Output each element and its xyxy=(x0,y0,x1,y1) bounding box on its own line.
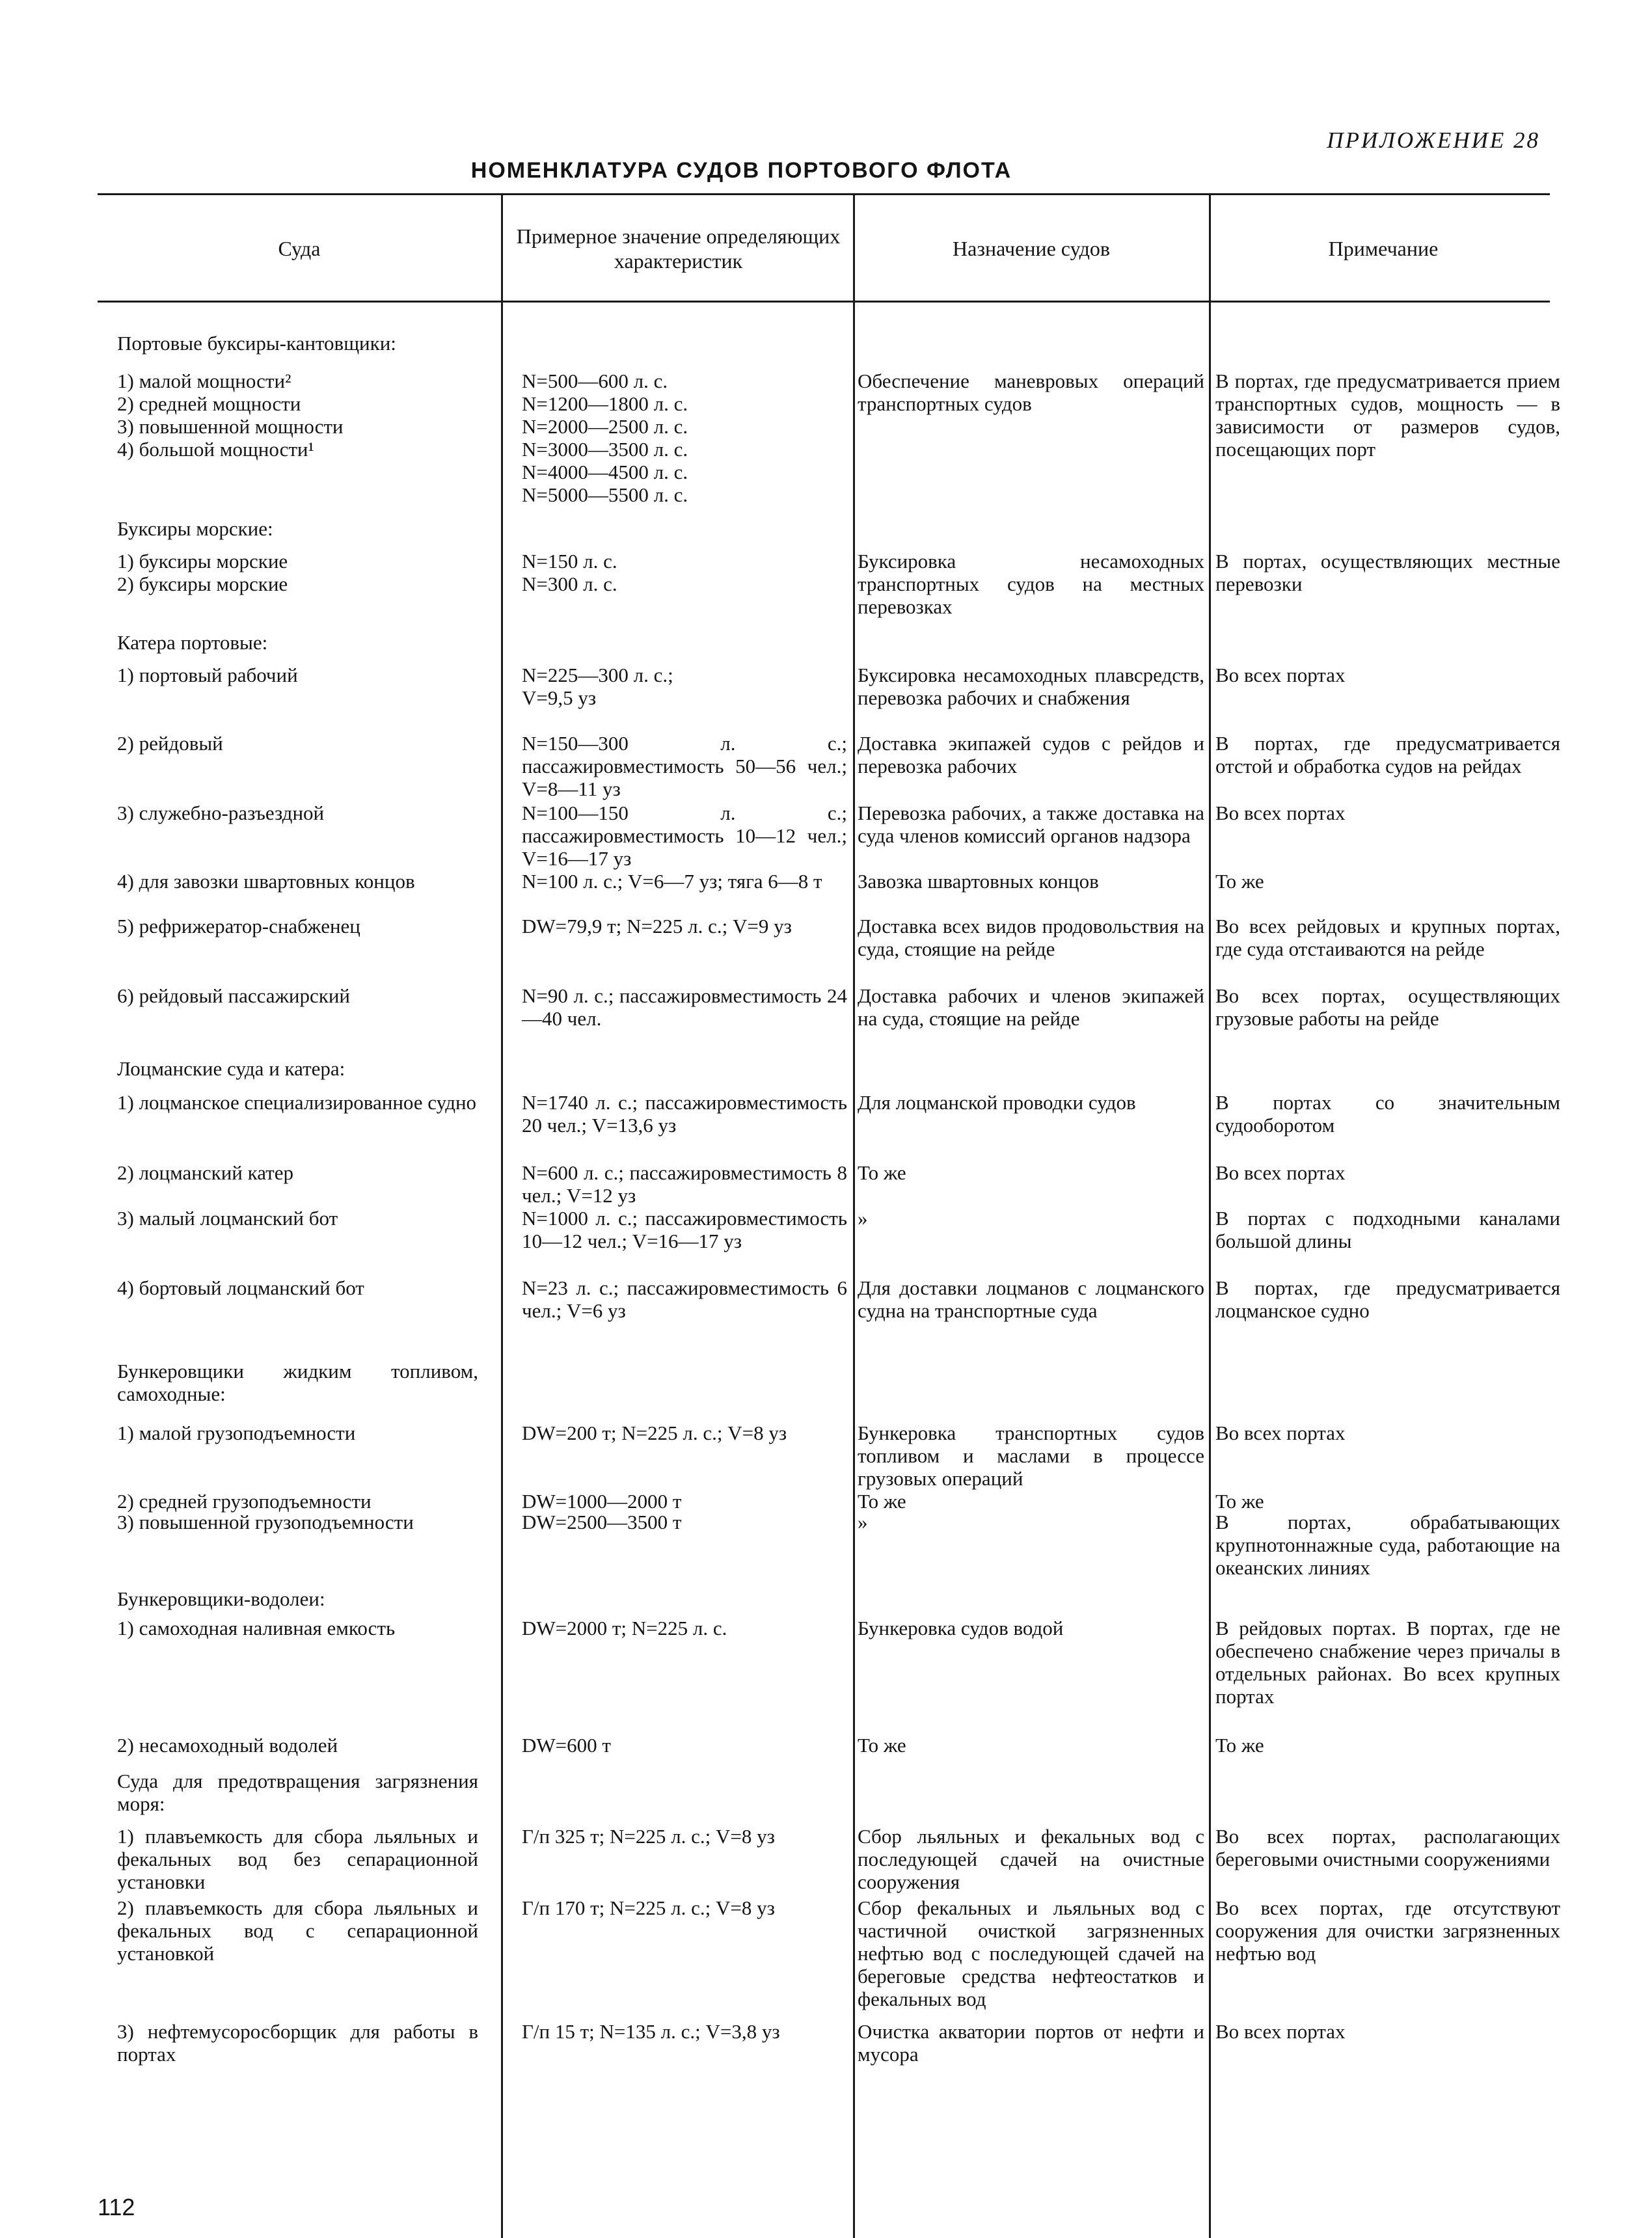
cell-purpose: Перевозка рабочих, а также доставка на суда членов комиссий органов надзора xyxy=(858,802,1204,847)
cell-purpose: Очистка акватории портов от нефти и мусора xyxy=(858,2020,1204,2066)
cell-purpose: Сбор льяльных и фекальных вод с последующей сдачей на очистные сооружения xyxy=(858,1825,1204,1893)
cell-ship-type: 1) малой грузоподъемности xyxy=(117,1422,356,1444)
cell-ship-type: 4) для завозки швартовных концов xyxy=(117,870,415,893)
cell-characteristics: DW=200 т; N=225 л. с.; V=8 уз xyxy=(522,1422,787,1444)
table-header-rule xyxy=(98,301,1550,303)
appendix-label: ПРИЛОЖЕНИЕ 28 xyxy=(1327,128,1540,153)
group-heading: Портовые буксиры-кантовщики: xyxy=(117,332,396,355)
cell-note: В портах, где предусматривается прием транспортных судов, мощность — в зависимости от размеров судов, посещающих порт xyxy=(1215,370,1560,461)
cell-ship-type: 3) служебно-разъездной xyxy=(117,802,325,824)
column-divider xyxy=(853,195,855,2238)
cell-ship-type: 2) рейдовый xyxy=(117,732,223,755)
cell-purpose: Обеспечение маневровых операций транспортных судов xyxy=(858,370,1204,415)
cell-purpose: То же xyxy=(858,1490,906,1513)
cell-characteristics: DW=79,9 т; N=225 л. с.; V=9 уз xyxy=(522,915,792,937)
cell-ship-type: 4) бортовый лоцманский бот xyxy=(117,1276,364,1299)
group-heading: Буксиры морские: xyxy=(117,517,273,540)
cell-note: В портах, где предусматривается лоцманское судно xyxy=(1215,1276,1560,1322)
cell-note: То же xyxy=(1215,1490,1264,1513)
cell-ship-type: 1) портовый рабочий xyxy=(117,664,298,686)
cell-ship-type: 2) плавъемкость для сбора льяльных и фекальных вод с сепарационной установкой xyxy=(117,1896,478,1965)
cell-purpose: Для лоцманской проводки судов xyxy=(858,1091,1136,1114)
cell-ship-type: 1) буксиры морские 2) буксиры морские xyxy=(117,550,288,595)
cell-characteristics: N=90 л. с.; пассажировместимость 24—40 чел. xyxy=(522,984,847,1030)
cell-characteristics: N=100—150 л. с.; пассажировместимость 10—12 чел.; V=16—17 уз xyxy=(522,802,847,870)
cell-characteristics: N=150—300 л. с.; пассажировместимость 50—56 чел.; V=8—11 уз xyxy=(522,732,847,800)
column-header-notes: Примечание xyxy=(1328,236,1439,260)
cell-purpose: Буксировка несамоходных плавсредств, перевозка рабочих и снабжения xyxy=(858,664,1204,709)
cell-note: Во всех портах, где отсутствуют сооружения для очистки загрязненных нефтью вод xyxy=(1215,1896,1560,1965)
cell-ship-type: 3) нефтемусоросборщик для работы в портах xyxy=(117,2020,478,2066)
column-header-purpose: Назначение судов xyxy=(953,236,1110,260)
cell-characteristics: N=600 л. с.; пассажировместимость 8 чел.; V=12 уз xyxy=(522,1161,847,1207)
cell-note: Во всех портах xyxy=(1215,664,1346,686)
cell-purpose: Доставка рабочих и членов экипажей на суда, стоящие на рейде xyxy=(858,984,1204,1030)
cell-characteristics: N=150 л. с. N=300 л. с. xyxy=(522,550,617,595)
cell-note: Во всех портах xyxy=(1215,1161,1346,1184)
cell-note: Во всех портах, осуществляющих грузовые работы на рейде xyxy=(1215,984,1560,1030)
cell-note: В рейдовых портах. В портах, где не обеспечено снабжение через причалы в отдельных районах. Во всех крупных портах xyxy=(1215,1617,1560,1708)
cell-ship-type: 2) лоцманский катер xyxy=(117,1161,293,1184)
cell-characteristics: N=225—300 л. с.; V=9,5 уз xyxy=(522,664,673,709)
cell-characteristics: Г/п 15 т; N=135 л. с.; V=3,8 уз xyxy=(522,2020,780,2043)
cell-ship-type: 1) плавъемкость для сбора льяльных и фекальных вод без сепарационной установки xyxy=(117,1825,478,1893)
cell-note: Во всех портах, располагающих береговыми очистными сооружениями xyxy=(1215,1825,1560,1870)
cell-ship-type: 2) средней грузоподъемности xyxy=(117,1490,372,1513)
cell-purpose: То же xyxy=(858,1161,906,1184)
cell-characteristics: DW=2000 т; N=225 л. с. xyxy=(522,1617,727,1639)
cell-purpose: » xyxy=(858,1207,868,1230)
cell-note: Во всех портах xyxy=(1215,802,1346,824)
cell-purpose: Доставка экипажей судов с рейдов и перевозка рабочих xyxy=(858,732,1204,777)
group-heading: Бункеровщики жидким топливом, самоходные: xyxy=(117,1360,478,1405)
cell-note: Во всех портах xyxy=(1215,2020,1346,2043)
cell-ship-type: 3) повышенной грузоподъемности xyxy=(117,1511,414,1533)
table-top-rule xyxy=(98,193,1550,195)
cell-note: Во всех рейдовых и крупных портах, где суда отстаиваются на рейде xyxy=(1215,915,1560,960)
cell-ship-type: 1) лоцманское специализированное судно xyxy=(117,1091,477,1114)
group-heading: Суда для предотвращения загрязнения моря: xyxy=(117,1770,478,1815)
cell-note: Во всех портах xyxy=(1215,1422,1346,1444)
cell-purpose: » xyxy=(858,1511,868,1533)
cell-purpose: Сбор фекальных и льяльных вод с частичной очисткой загрязненных нефтью вод с последующей сдачей на береговые средства нефтеостатков и фекальных вод xyxy=(858,1896,1204,2010)
cell-note: В портах с подходными каналами большой длины xyxy=(1215,1207,1560,1252)
cell-note: В портах, обрабатывающих крупнотоннажные суда, работающие на океанских линиях xyxy=(1215,1511,1560,1579)
cell-ship-type: 6) рейдовый пассажирский xyxy=(117,984,351,1007)
cell-purpose: Бункеровка транспортных судов топливом и маслами в процессе грузовых операций xyxy=(858,1422,1204,1490)
column-divider xyxy=(501,195,503,2238)
page-number: 112 xyxy=(98,2194,135,2220)
cell-note: В портах со значительным судооборотом xyxy=(1215,1091,1560,1137)
cell-characteristics: N=23 л. с.; пассажировместимость 6 чел.; V=6 уз xyxy=(522,1276,847,1322)
cell-purpose: Завозка швартовных концов xyxy=(858,870,1099,893)
cell-ship-type: 1) самоходная наливная емкость xyxy=(117,1617,396,1639)
column-header-ships: Суда xyxy=(278,236,321,260)
cell-note: То же xyxy=(1215,1734,1264,1757)
cell-purpose: Для доставки лоцманов с лоцманского судна на транспортные суда xyxy=(858,1276,1204,1322)
cell-characteristics: N=500—600 л. с. N=1200—1800 л. с. N=2000—2500 л. с. N=3000—3500 л. с. N=4000—4500 л. с. N=5000—5500 л. с. xyxy=(522,370,688,506)
cell-characteristics: DW=1000—2000 т xyxy=(522,1490,682,1513)
cell-ship-type: 5) рефрижератор-снабженец xyxy=(117,915,360,937)
cell-ship-type: 3) малый лоцманский бот xyxy=(117,1207,338,1230)
group-heading: Катера портовые: xyxy=(117,631,268,654)
cell-characteristics: N=1000 л. с.; пассажировместимость 10—12 чел.; V=16—17 уз xyxy=(522,1207,847,1252)
cell-note: В портах, осуществляющих местные перевозки xyxy=(1215,550,1560,595)
group-heading: Лоцманские суда и катера: xyxy=(117,1057,345,1080)
cell-characteristics: N=100 л. с.; V=6—7 уз; тяга 6—8 т xyxy=(522,870,822,893)
cell-characteristics: DW=2500—3500 т xyxy=(522,1511,682,1533)
document-title: НОМЕНКЛАТУРА СУДОВ ПОРТОВОГО ФЛОТА xyxy=(470,158,1012,183)
cell-purpose: Бункеровка судов водой xyxy=(858,1617,1064,1639)
cell-characteristics: Г/п 170 т; N=225 л. с.; V=8 уз xyxy=(522,1896,775,1919)
cell-characteristics: Г/п 325 т; N=225 л. с.; V=8 уз xyxy=(522,1825,775,1848)
cell-ship-type: 1) малой мощности² 2) средней мощности 3) повышенной мощности 4) большой мощности¹ xyxy=(117,370,344,461)
cell-purpose: То же xyxy=(858,1734,906,1757)
group-heading: Бункеровщики-водолеи: xyxy=(117,1587,325,1610)
cell-ship-type: 2) несамоходный водолей xyxy=(117,1734,338,1757)
cell-purpose: Доставка всех видов продовольствия на суда, стоящие на рейде xyxy=(858,915,1204,960)
cell-characteristics: DW=600 т xyxy=(522,1734,611,1757)
column-header-characteristics: Примерное значение определяющих характеристик xyxy=(516,224,841,273)
cell-purpose: Буксировка несамоходных транспортных судов на местных перевозках xyxy=(858,550,1204,618)
cell-note: В портах, где предусматривается отстой и обработка судов на рейдах xyxy=(1215,732,1560,777)
cell-note: То же xyxy=(1215,870,1264,893)
cell-characteristics: N=1740 л. с.; пассажировместимость 20 чел.; V=13,6 уз xyxy=(522,1091,847,1137)
column-divider xyxy=(1209,195,1211,2238)
